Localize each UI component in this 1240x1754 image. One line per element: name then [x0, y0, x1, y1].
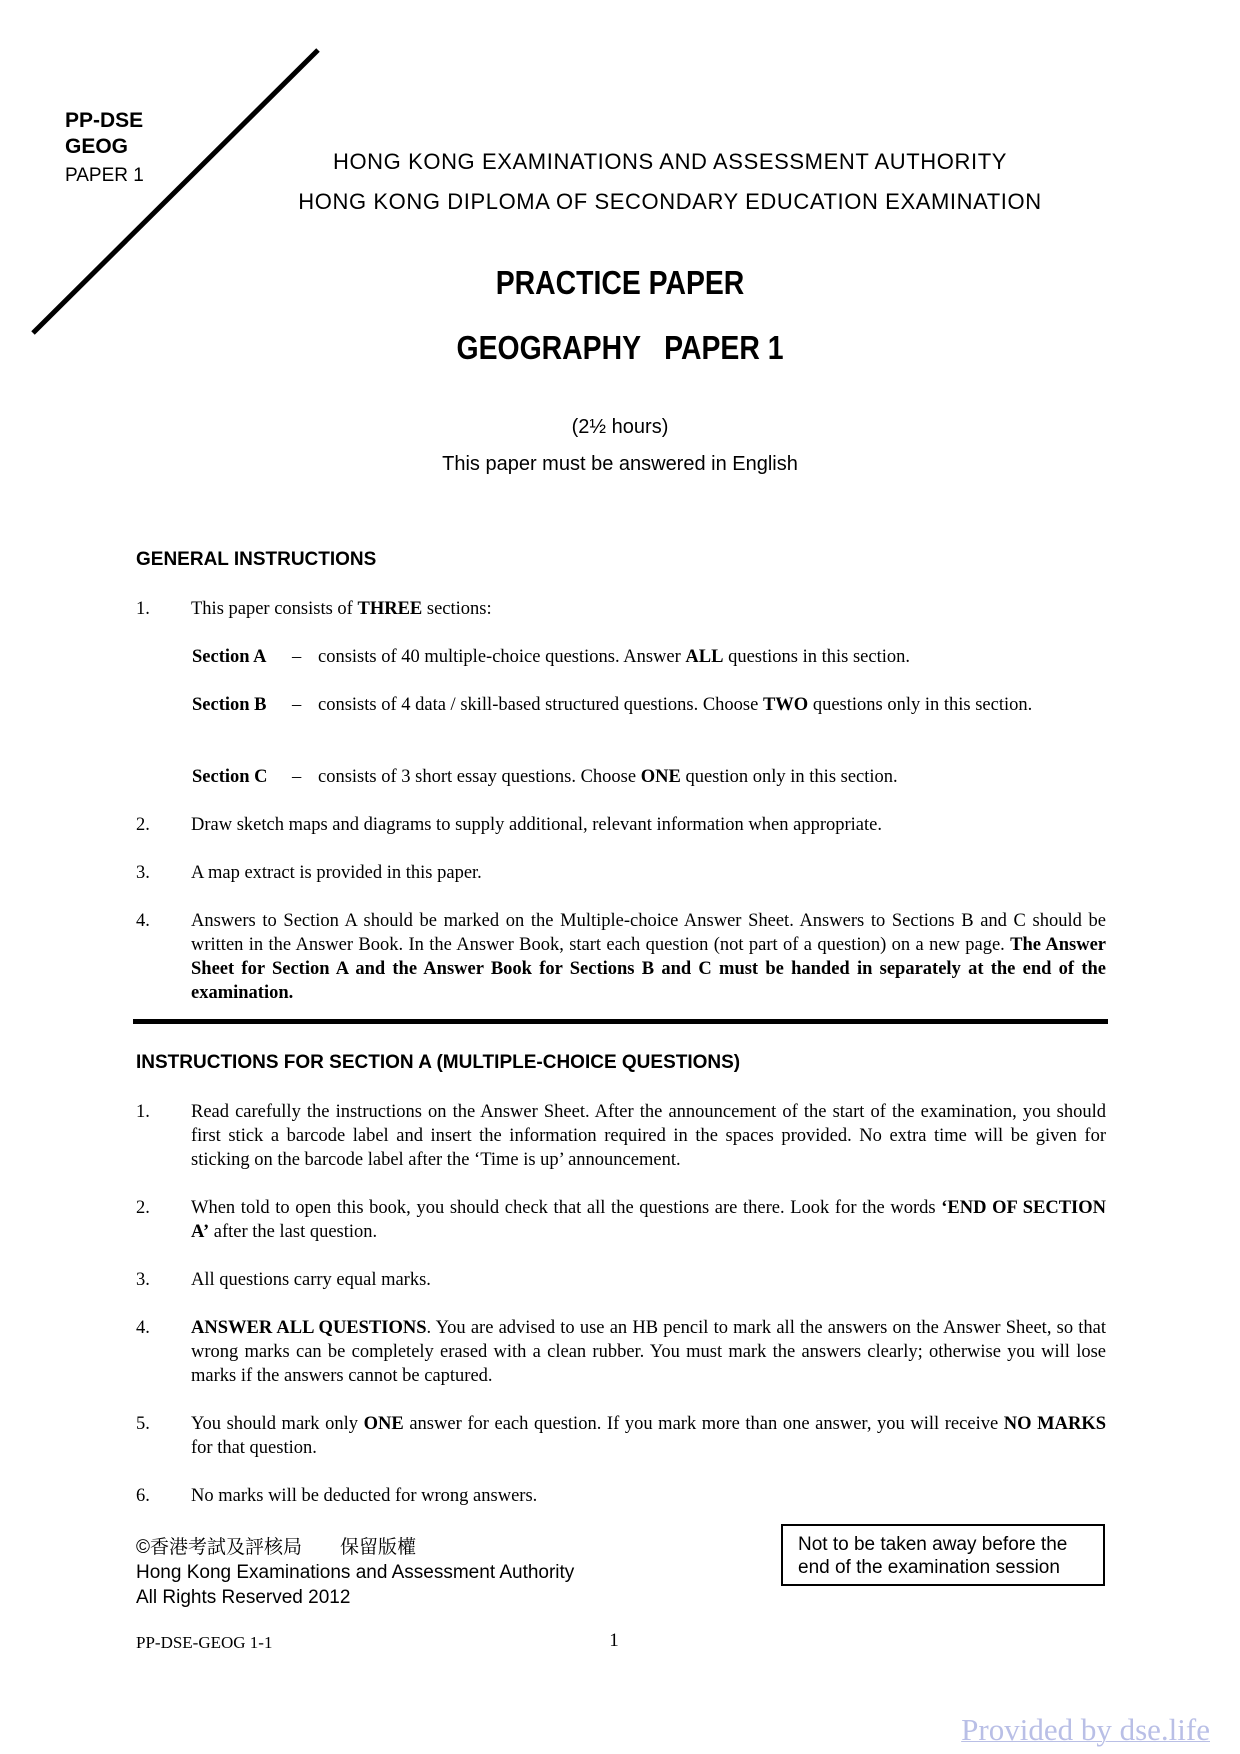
- section-a-description: Section A – consists of 40 multiple-choice questions. Answer ALL questions in this section.: [192, 647, 910, 667]
- paper-number: PAPER 1: [65, 165, 144, 186]
- section-a-item-5: 5. You should mark only ONE answer for each question. If you mark more than one answer, you will receive NO MARKS for that question.: [136, 1414, 1106, 1458]
- section-a-item-6: 6. No marks will be deducted for wrong answers.: [136, 1486, 538, 1506]
- copyright-notice: [136, 1535, 574, 1610]
- section-a-instructions-heading: INSTRUCTIONS FOR SECTION A (MULTIPLE-CHOICE QUESTIONS): [136, 1052, 741, 1073]
- section-label: Section A: [192, 647, 267, 667]
- paper-code-line2: GEOG: [65, 135, 129, 158]
- section-b-description: Section B – consists of 4 data / skill-based structured questions. Choose TWO questions only in this section.: [192, 695, 1033, 715]
- section-label: Section C: [192, 767, 268, 787]
- page-number: 1: [609, 1630, 619, 1651]
- duration: (2½ hours): [571, 416, 669, 438]
- page-title: PRACTICE PAPER: [495, 264, 745, 301]
- copyright-line-chinese: ©香港考試及評核局 保留版權: [136, 1537, 417, 1558]
- diploma-name: HONG KONG DIPLOMA OF SECONDARY EDUCATION EXAMINATION: [298, 189, 1042, 214]
- general-item-1: 1. This paper consists of THREE sections:: [136, 599, 492, 619]
- section-c-description: Section C – consists of 3 short essay questions. Choose ONE question only in this section.: [192, 767, 898, 787]
- general-item-2: 2. Draw sketch maps and diagrams to supply additional, relevant information when appropriate.: [136, 815, 882, 835]
- authority-name: HONG KONG EXAMINATIONS AND ASSESSMENT AUTHORITY: [332, 149, 1008, 174]
- section-a-item-1: 1. Read carefully the instructions on the Answer Sheet. After the announcement of the start of the examination, you should first stick a barcode label and insert the information required in the spaces provided. No extra time will be given for sticking on the barcode label after the ‘Time is up’ announcement.: [136, 1102, 1106, 1170]
- footer-paper-code: PP-DSE-GEOG 1-1: [136, 1633, 273, 1652]
- copyright-line-authority: Hong Kong Examinations and Assessment Authority: [136, 1562, 575, 1583]
- language-note: This paper must be answered in English: [442, 453, 798, 475]
- item-number: 1.: [136, 599, 150, 619]
- paper-code-line1: PP-DSE: [65, 109, 144, 132]
- take-away-notice-box: [781, 1524, 1105, 1586]
- subject-title: GEOGRAPHY PAPER 1: [456, 329, 784, 366]
- section-label: Section B: [192, 695, 267, 715]
- general-instructions-heading: GENERAL INSTRUCTIONS: [136, 549, 377, 570]
- section-a-item-2: 2. When told to open this book, you should check that all the questions are there. Look for the words ‘END OF SECTION A’ after the last question.: [136, 1198, 1106, 1242]
- general-item-4: 4. Answers to Section A should be marked on the Multiple-choice Answer Sheet. Answers to Sections B and C should be written in the Answer Book. In the Answer Book, start each question (not part of a question) on a new page. The Answer Sheet for Section A and the Answer Book for Sections B and C must be handed in separately at the end of the examination.: [136, 911, 1106, 1003]
- watermark-link[interactable]: Provided by dse.life: [961, 1712, 1210, 1747]
- copyright-line-rights: All Rights Reserved 2012: [136, 1587, 351, 1608]
- section-a-item-4: 4. ANSWER ALL QUESTIONS. You are advised to use an HB pencil to mark all the answers on the Answer Sheet, so that wrong marks can be completely erased with a clean rubber. You must mark the answers clearly; otherwise you will lose marks if the answers cannot be captured.: [136, 1318, 1106, 1386]
- section-a-item-3: 3. All questions carry equal marks.: [136, 1270, 431, 1290]
- section-divider: [133, 1019, 1108, 1024]
- notice-text: Not to be taken away before the end of the examination session: [798, 1534, 1068, 1578]
- general-item-3: 3. A map extract is provided in this paper.: [136, 863, 482, 883]
